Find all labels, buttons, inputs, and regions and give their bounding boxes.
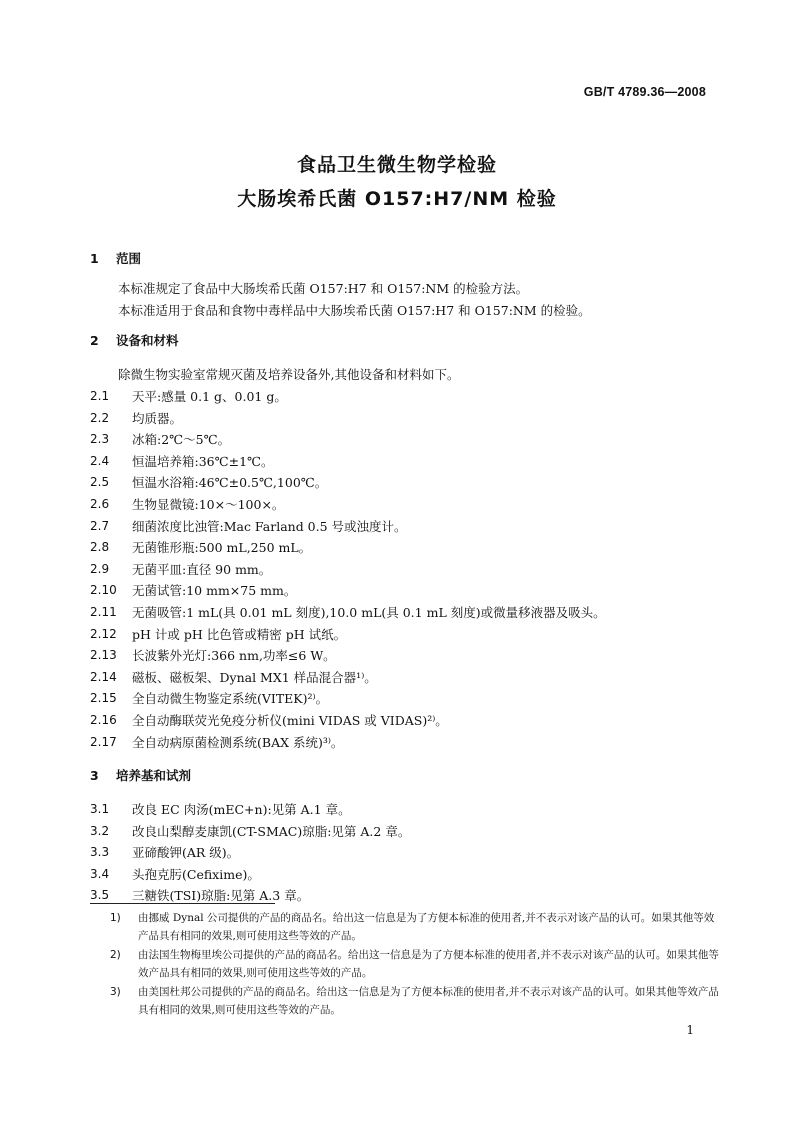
list-item [90,645,720,667]
footnote-mark: 2) [110,949,121,961]
item-text: 长波紫外光灯:366 nm,功率≤6 W。 [132,648,336,664]
item-number: 2.16 [90,712,117,727]
footnote-text: 由法国生物梅里埃公司提供的产品的商品名。给出这一信息是为了方便本标准的使用者,并不表示对该产品的认可。如果其他等效产品具有相同的效果,则可使用这些等效的产品。 [138,949,719,979]
item-number: 2.8 [90,540,110,555]
equipment-list [90,386,720,753]
list-item [90,821,720,843]
item-text: 磁板、磁板架、Dynal MX1 样品混合器¹⁾。 [132,669,377,685]
list-item [90,842,720,864]
item-text: 恒温培养箱:36℃±1℃。 [132,453,274,469]
item-number: 2.3 [90,432,110,447]
list-item [90,799,720,821]
list-item [90,602,720,624]
footnote-text: 由挪威 Dynal 公司提供的产品的商品名。给出这一信息是为了方便本标准的使用者,并不表示对该产品的认可。如果其他等效产品具有相同的效果,则可使用这些等效的产品。 [138,912,715,942]
media-reagents-list [90,799,720,907]
section-2-heading [90,330,720,352]
list-item [90,580,720,602]
item-number: 3.5 [90,888,110,903]
section-title: 设备和材料 [116,333,179,348]
footnote-divider [90,903,275,904]
item-number: 2.12 [90,626,117,641]
item-number: 2.15 [90,691,117,706]
item-number: 3.4 [90,866,110,881]
item-number: 2.5 [90,475,110,490]
document-body [90,248,720,907]
item-number: 2.13 [90,648,117,663]
item-text: 改良山梨醇麦康凯(CT-SMAC)琼脂:见第 A.2 章。 [132,823,411,839]
title-line-2: 大肠埃希氏菌 O157:H7/NM 检验 [237,188,557,210]
item-text: 无菌平皿:直径 90 mm。 [132,561,272,577]
item-number: 3.3 [90,845,110,860]
list-item [90,537,720,559]
section-number: 1 [90,251,99,266]
item-text: 细菌浓度比浊管:Mac Farland 0.5 号或浊度计。 [132,518,407,534]
item-number: 2.2 [90,410,110,425]
list-item [90,494,720,516]
paragraph: 本标准适用于食品和食物中毒样品中大肠埃希氏菌 O157:H7 和 O157:NM 的检验。 [118,303,591,318]
section-number: 3 [90,768,99,784]
item-text: 全自动病原菌检测系统(BAX 系统)³⁾。 [132,734,344,750]
list-item [90,624,720,646]
list-item [90,864,720,886]
list-item [90,732,720,754]
item-text: 冰箱:2℃～5℃。 [132,432,231,448]
item-number: 2.14 [90,669,117,684]
document-code: GB/T 4789.36—2008 [583,85,706,99]
section-number: 2 [90,333,99,348]
list-item [90,429,720,451]
title-line-1: 食品卫生微生物学检验 [296,154,497,176]
section-title: 范围 [116,251,142,266]
section-3-heading [90,765,720,787]
item-number: 2.7 [90,518,110,533]
list-item [90,408,720,430]
item-text: 无菌试管:10 mm×75 mm。 [132,583,297,599]
item-number: 2.9 [90,561,110,576]
footnote [110,909,722,945]
page-number: 1 [686,1023,694,1037]
paragraph: 除微生物实验室常规灭菌及培养设备外,其他设备和材料如下。 [118,367,460,382]
item-text: 改良 EC 肉汤(mEC+n):见第 A.1 章。 [132,802,351,818]
document-title [0,148,794,216]
footnote [110,946,722,982]
footnotes [110,909,722,1020]
footnote-mark: 1) [110,912,121,924]
paragraph: 本标准规定了食品中大肠埃希氏菌 O157:H7 和 O157:NM 的检验方法。 [118,281,529,296]
item-number: 3.2 [90,823,110,838]
section-title: 培养基和试剂 [116,768,192,784]
item-number: 2.17 [90,734,117,749]
section-1-heading [90,248,720,270]
list-item [90,386,720,408]
item-number: 2.11 [90,604,117,619]
item-text: 无菌吸管:1 mL(具 0.01 mL 刻度),10.0 mL(具 0.1 mL 刻度)或微量移液器及吸头。 [132,604,606,620]
list-item [90,667,720,689]
item-text: 三糖铁(TSI)琼脂:见第 A.3 章。 [132,888,310,904]
item-number: 2.4 [90,453,110,468]
item-number: 2.1 [90,389,110,403]
list-item [90,472,720,494]
item-text: 恒温水浴箱:46℃±0.5℃,100℃。 [132,475,328,491]
list-item [90,688,720,710]
footnote-mark: 3) [110,986,121,998]
item-text: 生物显微镜:10×～100×。 [132,496,285,512]
item-number: 3.1 [90,802,110,817]
list-item [90,559,720,581]
item-text: 亚碲酸钾(AR 级)。 [132,845,240,861]
item-text: 全自动酶联荧光免疫分析仪(mini VIDAS 或 VIDAS)²⁾。 [132,712,448,728]
item-text: 无菌锥形瓶:500 mL,250 mL。 [132,540,312,556]
item-text: 天平:感量 0.1 g、0.01 g。 [132,389,287,404]
item-number: 2.10 [90,583,117,598]
item-text: pH 计或 pH 比色管或精密 pH 试纸。 [132,626,347,642]
list-item [90,516,720,538]
item-number: 2.6 [90,496,110,511]
item-text: 头孢克肟(Cefixime)。 [132,866,260,882]
item-text: 全自动微生物鉴定系统(VITEK)²⁾。 [132,691,329,707]
footnote [110,983,722,1019]
footnote-text: 由美国杜邦公司提供的产品的商品名。给出这一信息是为了方便本标准的使用者,并不表示对该产品的认可。如果其他等效产品具有相同的效果,则可使用这些等效的产品。 [138,986,719,1016]
list-item [90,451,720,473]
item-text: 均质器。 [132,410,183,426]
list-item [90,710,720,732]
